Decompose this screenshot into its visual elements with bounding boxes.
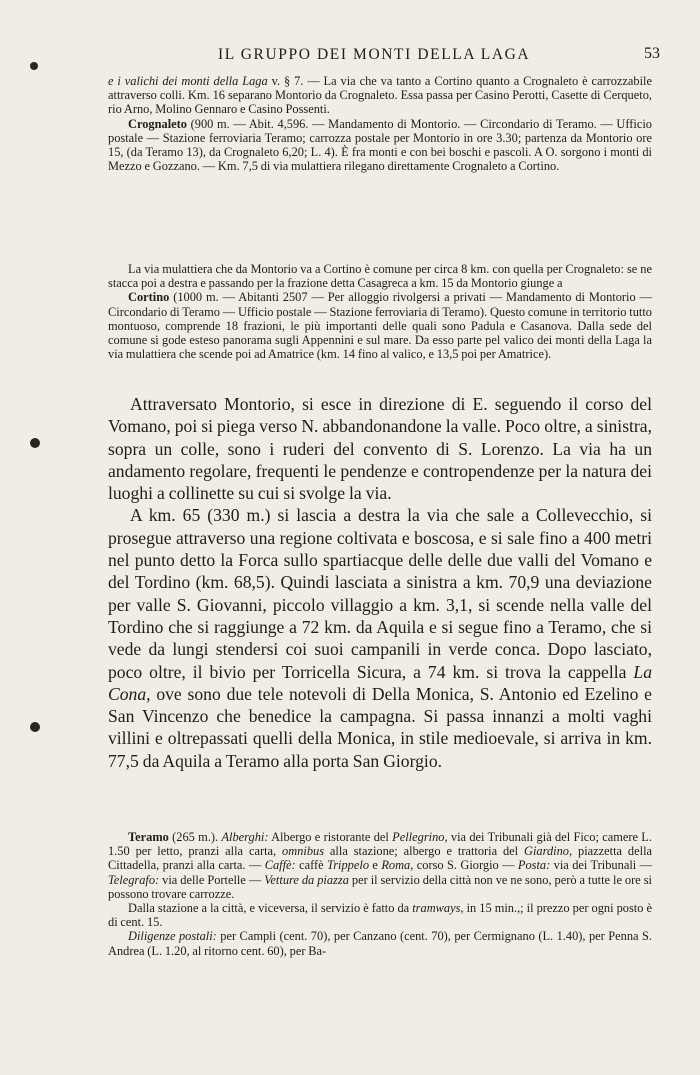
- page-number: 53: [644, 45, 660, 62]
- note-paragraph: [108, 929, 652, 957]
- italic-phrase: Giardino: [524, 844, 570, 859]
- note-text: alla stazione; albergo e trattoria del: [324, 844, 525, 859]
- running-title: IL GRUPPO DEI MONTI DELLA LAGA: [218, 46, 531, 63]
- note-text: Dalla stazione a la città, e viceversa, il servizio è fatto da: [128, 901, 413, 916]
- main-text-block: [108, 393, 652, 772]
- italic-phrase: La Cona: [108, 661, 652, 704]
- note-text: via dei Tribunali —: [550, 858, 652, 873]
- italic-phrase: omnibus: [282, 844, 325, 859]
- note-paragraph: [108, 74, 652, 117]
- note-text: via delle Portelle —: [159, 872, 265, 887]
- note-block-cortino: [108, 262, 652, 361]
- note-text: v. § 7. — La via che va tanto a Cortino quanto a Crognaleto è carrozzabile attraverso colli. Km. 16 separano Montorio da Crognaleto. Essa passa per Casino Perotti, Casette di Cerqueto, rio Arno, Molino Gennaro e Casino Possenti.: [108, 74, 652, 117]
- italic-phrase: Vetture da piazza: [264, 872, 349, 887]
- place-name: Teramo: [128, 830, 169, 844]
- note-paragraph: [108, 262, 652, 290]
- note-paragraph: [108, 830, 652, 901]
- note-paragraph: [108, 290, 652, 361]
- italic-phrase: Roma: [381, 858, 411, 873]
- note-text: , via dei Tribunali già del Fico; camere L. 1.50 per letto, pranzi alla carta,: [108, 830, 652, 859]
- note-text: , in 15 min.,; il prezzo per ogni posto è di cent. 15.: [108, 901, 652, 930]
- section-label: Posta:: [517, 858, 551, 873]
- place-name: Cortino: [128, 290, 170, 305]
- note-text: (900 m. — Abit. 4,596. — Mandamento di Montorio. — Circondario di Teramo. — Ufficio postale — Stazione ferroviaria Teramo; carrozza postale per Montorio in ore 3.30; partenza da Montorio ore 15, (da Teramo 13), da Crognaleto 6,20; L. 4). È fra monti e con bei boschi e pascoli. A O. sorgono i monti di Mezzo e Gozzano. — Km. 7,5 di via mulattiera rilegano direttamente Crognaleto a Cortino.: [108, 116, 652, 174]
- binding-hole-mark: [30, 438, 40, 448]
- note-paragraph: [108, 901, 652, 929]
- note-text: , piazzetta della Cittadella, pranzi alla carta. —: [108, 844, 653, 873]
- note-text: e: [369, 858, 382, 873]
- section-label: Telegrafo:: [108, 872, 160, 887]
- body-paragraph: [108, 504, 652, 772]
- binding-hole-mark: [30, 722, 40, 732]
- note-text: per Campli (cent. 70), per Canzano (cent. 70), per Cermignano (L. 1.40), per Penna S. Andrea (L. 1.20, al ritorno cent. 60), per Ba-: [108, 929, 652, 958]
- note-text: caffè: [295, 858, 328, 873]
- note-text: (1000 m. — Abitanti 2507 — Per alloggio rivolgersi a privati — Mandamento di Montorio — Circondario di Teramo — Ufficio postale — Stazione ferroviaria di Teramo). Questo comune in territorio tutto montuoso, comprende 18 frazioni, le più importanti delle quali sono Padula e Casanova. Dalla sede del comune si gode esteso panorama sugli Appennini e sul mare. Da esso parte pel valico dei monti della Laga la via mulattiera che scende poi ad Amatrice (km. 14 fino al valico, e 13,5 poi per Amatrice).: [108, 290, 652, 362]
- body-paragraph: Attraversato Montorio, si esce in direzione di E. seguendo il corso del Vomano, poi si piega verso N. abbandonandone la valle. Poco oltre, a sinistra, sopra un colle, sono i ruderi del convento di S. Lorenzo. La via ha un andamento regolare, frequenti le pendenze e contropendenze per la natura dei luoghi a collinette su cui si svolge la via.: [108, 394, 652, 504]
- place-name: Crognaleto: [128, 116, 187, 131]
- section-label: Alberghi:: [221, 830, 269, 844]
- running-header: [108, 46, 660, 70]
- body-text: , ove sono due tele notevoli di Della Monica, S. Antonio ed Ezelino e San Vincenzo che benedice la campagna. Si passa innanzi a molti vaghi villini e oltrepassati quelli della Monica, in stile medioevale, si arriva in km. 77,5 da Aquila a Teramo alla porta San Giorgio.: [108, 683, 652, 771]
- note-text: Albergo e ristorante del: [268, 830, 393, 844]
- note-block-crognaleto: [108, 74, 652, 173]
- italic-phrase: Trippelo: [327, 858, 370, 873]
- body-text: A km. 65 (330 m.) si lascia a destra la via che sale a Collevecchio, si prosegue attraverso una regione coltivata e boscosa, e si sale fino a 400 metri nel punto detto la Forca sullo spartiacque delle delle due valli del Vomano e del Tordino (km. 68,5). Quindi lasciata a sinistra a km. 70,9 una deviazione per valle S. Giovanni, piccolo villaggio a km. 3,1, si scende nella valle del Tordino che si raggiunge a 72 km. da Aquila e si segue fino a Teramo, che si vede da lungi stendersi coi suoi campanili in verde conca. Dopo lasciato, poco oltre, il bivio per Torricella Sicura, a 74 km. si trova la cappella: [108, 505, 652, 682]
- note-block-teramo: [108, 830, 652, 958]
- italic-phrase: tramways: [412, 901, 461, 916]
- note-paragraph: [108, 117, 652, 174]
- note-text: (265 m.).: [168, 830, 222, 844]
- section-label: Caffè:: [264, 858, 296, 873]
- note-text: per il servizio della città non ve ne sono, però a tutte le ore si possono trovare carrozze.: [108, 872, 653, 901]
- section-label: Diligenze postali:: [128, 929, 217, 944]
- note-text: La via mulattiera che da Montorio va a Cortino è comune per circa 8 km. con quella per Crognaleto: se ne stacca poi a destra e passando per la frazione detta Casagreca a km. 15 da Montorio giunge a: [108, 262, 652, 291]
- binding-hole-mark: [30, 62, 38, 70]
- italic-phrase: e i valichi dei monti della Laga: [108, 74, 268, 88]
- italic-phrase: Pellegrino: [392, 830, 445, 844]
- note-text: , corso S. Giorgio —: [410, 858, 518, 873]
